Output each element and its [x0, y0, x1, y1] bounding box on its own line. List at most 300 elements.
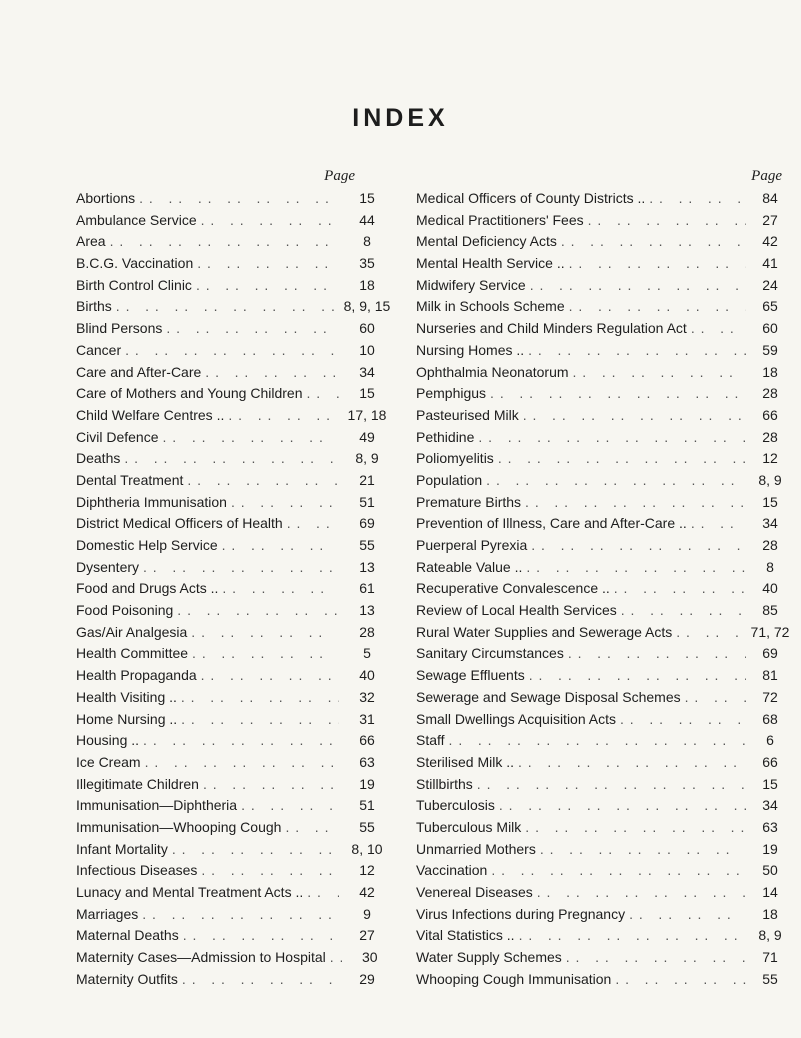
index-term: B.C.G. Vaccination: [76, 255, 194, 272]
index-term: Health Committee: [76, 645, 189, 662]
index-entry: [416, 277, 794, 299]
index-term: Prevention of Illness, Care and After-Care ..: [416, 515, 687, 532]
index-entry: [416, 949, 794, 971]
leader-dots: [326, 949, 342, 965]
index-entry: [76, 711, 395, 733]
index-entry: [416, 298, 794, 320]
index-page-number: 42: [359, 884, 375, 900]
leader-dots: [616, 711, 746, 727]
index-term: Review of Local Health Services: [416, 602, 617, 619]
index-entry: [76, 472, 395, 494]
index-term: Dysentery: [76, 558, 140, 575]
index-term: Nurseries and Child Minders Regulation Act: [416, 320, 687, 337]
index-page-number: 63: [762, 818, 778, 835]
index-page-number: 71, 72: [750, 623, 790, 640]
leader-dots: [564, 645, 746, 661]
leader-dots: [197, 667, 339, 683]
leader-dots: [281, 819, 339, 835]
index-page-number: 61: [359, 580, 375, 597]
leader-dots: [681, 689, 746, 705]
index-page-number: 8: [363, 233, 371, 250]
index-term: Small Dwellings Acquisition Acts: [416, 710, 616, 727]
leader-dots: [617, 602, 746, 618]
index-entry: [416, 515, 794, 537]
leader-dots: [237, 797, 339, 813]
index-page-number: 15: [359, 385, 375, 402]
leader-dots: [112, 298, 339, 314]
index-page-number: 17, 18: [347, 406, 387, 423]
index-entry: [416, 645, 794, 667]
leader-dots: [218, 580, 339, 596]
index-page-number: 34: [762, 797, 778, 814]
index-term: Tuberculosis: [416, 797, 495, 814]
index-term: Nursing Homes ..: [416, 341, 525, 358]
index-page-number: 19: [359, 775, 375, 792]
index-page-number: 72: [762, 688, 778, 705]
index-term: Care and After-Care: [76, 363, 202, 380]
index-entry: [416, 450, 794, 472]
index-term: Sewage Effluents: [416, 667, 525, 684]
index-page-number: 29: [359, 970, 375, 987]
leader-dots: [569, 364, 746, 380]
index-entry: [76, 645, 395, 667]
page-column-header: Page: [324, 168, 355, 184]
index-term: Health Visiting ..: [76, 688, 177, 705]
index-term: Dental Treatment: [76, 471, 184, 488]
index-page-number: 71: [762, 949, 778, 966]
index-term: Births: [76, 298, 112, 315]
index-page-number: 32: [359, 688, 375, 705]
index-page-number: 41: [762, 255, 778, 272]
leader-dots: [473, 776, 746, 792]
index-term: Diphtheria Immunisation: [76, 493, 227, 510]
leader-dots: [533, 884, 746, 900]
index-page-number: 50: [762, 862, 778, 879]
leader-dots: [521, 494, 746, 510]
leader-dots: [283, 515, 339, 531]
index-term: Area: [76, 233, 106, 250]
index-entry: [76, 450, 395, 472]
index-page-number: 69: [359, 515, 375, 532]
index-list-right: [416, 190, 794, 992]
leader-dots: [179, 927, 339, 943]
index-page-number: 18: [762, 363, 778, 380]
leader-dots: [687, 515, 746, 531]
index-entry: [416, 732, 794, 754]
leader-dots: [526, 277, 746, 293]
index-entry: [76, 364, 395, 386]
index-entry: [416, 364, 794, 386]
index-page-number: 40: [359, 667, 375, 684]
index-entry: [416, 906, 794, 928]
index-page-number: 28: [762, 385, 778, 402]
index-entry: [76, 776, 395, 798]
leader-dots: [557, 233, 746, 249]
index-entry: [76, 559, 395, 581]
index-term: Cancer: [76, 341, 122, 358]
index-entry: [76, 884, 395, 906]
index-term: Food and Drugs Acts ..: [76, 580, 219, 597]
leader-dots: [303, 884, 339, 900]
leader-dots: [486, 385, 746, 401]
index-entry: [416, 472, 794, 494]
index-page-number: 81: [762, 667, 778, 684]
index-entry: [416, 190, 794, 212]
index-term: Recuperative Convalescence ..: [416, 580, 610, 597]
leader-dots: [199, 776, 339, 792]
index-page-number: 49: [359, 428, 375, 445]
leader-dots: [610, 580, 746, 596]
leader-dots: [120, 450, 339, 466]
leader-dots: [302, 385, 339, 401]
index-entry: [416, 819, 794, 841]
leader-dots: [611, 971, 746, 987]
index-page-number: 60: [762, 320, 778, 337]
index-page-number: 66: [762, 406, 778, 423]
index-term: Maternal Deaths: [76, 927, 179, 944]
index-term: Birth Control Clinic: [76, 276, 192, 293]
index-term: Ambulance Service: [76, 211, 197, 228]
leader-dots: [525, 667, 746, 683]
index-page-number: 44: [359, 211, 375, 228]
leader-dots: [106, 233, 339, 249]
leader-dots: [519, 407, 746, 423]
index-page-number: 12: [359, 862, 375, 879]
index-term: Blind Persons: [76, 320, 163, 337]
index-term: Housing ..: [76, 732, 140, 749]
index-entry: [76, 841, 395, 863]
leader-dots: [687, 320, 746, 336]
leader-dots: [188, 645, 339, 661]
index-term: Stillbirths: [416, 775, 473, 792]
index-entry: [416, 429, 794, 451]
index-page-number: 19: [762, 840, 778, 857]
index-entry: [76, 494, 395, 516]
leader-dots: [474, 429, 746, 445]
index-term: Home Nursing ..: [76, 710, 178, 727]
index-term: Immunisation—Diphtheria: [76, 797, 238, 814]
leader-dots: [224, 407, 339, 423]
leader-dots: [177, 711, 339, 727]
leader-dots: [515, 927, 746, 943]
leader-dots: [625, 906, 746, 922]
index-column-left: [76, 168, 395, 992]
index-entry: [76, 277, 395, 299]
index-page-number: 34: [359, 363, 375, 380]
leader-dots: [162, 320, 339, 336]
index-page-number: 59: [762, 341, 778, 358]
index-entry: [416, 884, 794, 906]
leader-dots: [514, 754, 746, 770]
index-column-right: [416, 168, 794, 992]
leader-dots: [168, 841, 339, 857]
leader-dots: [201, 364, 339, 380]
index-page-number: 27: [359, 927, 375, 944]
index-entry: [416, 407, 794, 429]
leader-dots: [536, 841, 746, 857]
leader-dots: [565, 255, 746, 271]
index-page-number: 6: [766, 732, 774, 749]
index-entry: [76, 580, 395, 602]
leader-dots: [527, 537, 746, 553]
index-term: Immunisation—Whooping Cough: [76, 818, 282, 835]
leader-dots: [584, 212, 746, 228]
index-entry: [416, 342, 794, 364]
index-page-number: 31: [359, 710, 375, 727]
index-term: District Medical Officers of Health: [76, 515, 283, 532]
leader-dots: [562, 949, 746, 965]
index-entry: [416, 754, 794, 776]
index-term: Lunacy and Mental Treatment Acts ..: [76, 884, 304, 900]
index-term: Maternity Outfits: [76, 970, 178, 987]
index-entry: [416, 711, 794, 733]
index-page-number: 9: [363, 905, 371, 922]
index-entry: [76, 429, 395, 451]
index-page-number: 8, 10: [351, 840, 383, 857]
leader-dots: [197, 862, 339, 878]
index-page-number: 55: [359, 537, 375, 553]
index-entry: [76, 515, 395, 537]
leader-dots: [645, 190, 746, 206]
leader-dots: [522, 559, 746, 575]
index-page-number: 13: [359, 602, 375, 619]
index-entry: [76, 927, 395, 949]
index-entry: [76, 255, 395, 277]
index-entry: [76, 385, 395, 407]
index-page-number: 14: [762, 884, 778, 900]
index-term: Virus Infections during Pregnancy: [416, 905, 626, 922]
index-term: Infant Mortality: [76, 840, 168, 857]
index-term: Puerperal Pyrexia: [416, 537, 528, 553]
page-column-header: Page: [751, 168, 782, 184]
index-page-number: 15: [359, 190, 375, 206]
leader-dots: [482, 472, 746, 488]
index-term: Mental Health Service ..: [416, 255, 565, 272]
index-page-number: 30: [361, 949, 378, 966]
index-entry: [416, 689, 794, 711]
index-term: Pasteurised Milk: [416, 406, 519, 423]
index-entry: [416, 494, 794, 516]
leader-dots: [445, 732, 746, 748]
index-entry: [76, 212, 395, 234]
index-term: Infectious Diseases: [76, 862, 198, 879]
index-entry: [76, 190, 395, 212]
index-page-number: 84: [762, 190, 778, 206]
index-term: Sterilised Milk ..: [416, 753, 515, 770]
index-term: Domestic Help Service: [76, 537, 218, 553]
index-term: Sewerage and Sewage Disposal Schemes: [416, 688, 681, 705]
index-term: Staff: [416, 732, 445, 749]
index-entry: [76, 233, 395, 255]
index-term: Abortions: [76, 190, 136, 206]
index-term: Medical Officers of County Districts ..: [416, 190, 646, 206]
index-page-number: 51: [359, 493, 375, 510]
index-entry: [76, 320, 395, 342]
index-entry: [416, 797, 794, 819]
index-page-number: 68: [762, 710, 778, 727]
index-term: Vital Statistics ..: [416, 927, 515, 944]
index-page-number: 66: [359, 732, 375, 749]
index-term: Marriages: [76, 905, 139, 922]
leader-dots: [494, 450, 746, 466]
index-page-number: 55: [762, 970, 778, 987]
index-term: Pemphigus: [416, 385, 487, 402]
index-entry: [76, 862, 395, 884]
leader-dots: [138, 906, 339, 922]
index-term: Midwifery Service: [416, 276, 526, 293]
index-entry: [76, 667, 395, 689]
index-page-number: 24: [762, 276, 778, 293]
index-page-number: 8, 9, 15: [343, 298, 391, 315]
index-page-number: 8, 9: [355, 450, 379, 467]
index-entry: [416, 385, 794, 407]
index-entry: [76, 689, 395, 711]
index-page-number: 15: [762, 493, 778, 510]
index-term: Care of Mothers and Young Children: [76, 385, 303, 402]
index-term: Premature Births: [416, 493, 522, 510]
leader-dots: [521, 819, 746, 835]
index-term: Unmarried Mothers: [416, 840, 536, 857]
index-entry: [76, 624, 395, 646]
index-term: Poliomyelitis: [416, 450, 494, 467]
index-page-number: 35: [359, 255, 375, 272]
index-page-number: 69: [762, 645, 778, 662]
index-entry: [76, 797, 395, 819]
index-page-number: 28: [762, 537, 778, 553]
index-term: Ophthalmia Neonatorum: [416, 363, 569, 380]
leader-dots: [158, 429, 339, 445]
index-entry: [76, 602, 395, 624]
page-title: INDEX: [352, 104, 449, 132]
index-entry: [76, 537, 395, 559]
index-entry: [76, 732, 395, 754]
index-term: Deaths: [76, 450, 121, 467]
index-page-number: 63: [359, 753, 375, 770]
index-term: Medical Practitioners' Fees: [416, 211, 584, 228]
index-term: Whooping Cough Immunisation: [416, 970, 612, 987]
index-term: Health Propaganda: [76, 667, 197, 684]
leader-dots: [672, 624, 746, 640]
index-term: Civil Defence: [76, 428, 159, 445]
index-entry: [416, 255, 794, 277]
index-page-number: 13: [359, 558, 375, 575]
index-entry: [76, 971, 395, 993]
index-page-number: 42: [762, 233, 778, 250]
index-entry: [416, 537, 794, 559]
leader-dots: [565, 298, 746, 314]
index-page-number: 28: [762, 428, 778, 445]
index-entry: [416, 971, 794, 993]
leader-dots: [139, 732, 339, 748]
index-term: Rateable Value ..: [416, 558, 523, 575]
index-page-number: 60: [359, 320, 375, 337]
index-term: Maternity Cases—Admission to Hospital: [76, 949, 326, 966]
index-entry: [416, 320, 794, 342]
index-page-number: 8, 9: [758, 471, 782, 488]
index-entry: [76, 819, 395, 841]
index-entry: [416, 212, 794, 234]
leader-dots: [121, 342, 339, 358]
index-page-number: 55: [359, 818, 375, 835]
index-term: Mental Deficiency Acts: [416, 233, 557, 250]
index-entry: [76, 949, 395, 971]
leader-dots: [135, 190, 339, 206]
leader-dots: [173, 602, 339, 618]
index-entry: [76, 298, 395, 320]
index-entry: [416, 776, 794, 798]
index-page-number: 85: [762, 602, 778, 619]
index-term: Water Supply Schemes: [416, 949, 562, 966]
index-term: Milk in Schools Scheme: [416, 298, 565, 315]
index-entry: [416, 559, 794, 581]
index-page-number: 27: [762, 211, 778, 228]
leader-dots: [177, 689, 339, 705]
index-page-number: 40: [762, 580, 778, 597]
index-page-number: 34: [762, 515, 778, 532]
index-term: Vaccination: [416, 862, 488, 879]
leader-dots: [187, 624, 339, 640]
index-term: Food Poisoning: [76, 602, 174, 619]
index-term: Pethidine: [416, 428, 475, 445]
index-entry: [416, 862, 794, 884]
index-page-number: 21: [359, 471, 375, 488]
index-entry: [416, 667, 794, 689]
index-entry: [416, 233, 794, 255]
index-page-number: 5: [363, 645, 371, 662]
index-page-number: 51: [359, 797, 375, 814]
index-entry: [416, 624, 794, 646]
index-term: Rural Water Supplies and Sewerage Acts: [416, 623, 673, 640]
leader-dots: [524, 342, 746, 358]
index-list-left: [76, 190, 395, 992]
leader-dots: [218, 537, 339, 553]
index-term: Illegitimate Children: [76, 775, 199, 792]
index-page-number: 15: [762, 775, 778, 792]
leader-dots: [227, 494, 339, 510]
index-entry: [416, 841, 794, 863]
index-page-number: 18: [762, 905, 778, 922]
index-term: Ice Cream: [76, 753, 141, 770]
index-page-number: 8, 9: [758, 927, 782, 944]
index-page-number: 28: [359, 623, 375, 640]
index-entry: [76, 342, 395, 364]
index-page-number: 8: [766, 558, 774, 575]
index-term: Venereal Diseases: [416, 884, 533, 900]
leader-dots: [495, 797, 746, 813]
index-term: Gas/Air Analgesia: [76, 623, 188, 640]
index-entry: [76, 754, 395, 776]
leader-dots: [192, 277, 339, 293]
index-entry: [76, 407, 395, 429]
index-entry: [416, 580, 794, 602]
index-term: Child Welfare Centres ..: [76, 406, 225, 423]
index-page-number: 12: [762, 450, 778, 467]
index-entry: [416, 927, 794, 949]
leader-dots: [141, 754, 339, 770]
index-page-number: 18: [359, 276, 375, 293]
leader-dots: [178, 971, 339, 987]
index-page-number: 10: [359, 341, 375, 358]
index-page-number: 66: [762, 753, 778, 770]
leader-dots: [193, 255, 339, 271]
leader-dots: [197, 212, 339, 228]
leader-dots: [139, 559, 339, 575]
index-term: Population: [416, 471, 483, 488]
leader-dots: [183, 472, 339, 488]
index-entry: [416, 602, 794, 624]
index-entry: [76, 906, 395, 928]
index-page-number: 65: [762, 298, 778, 315]
